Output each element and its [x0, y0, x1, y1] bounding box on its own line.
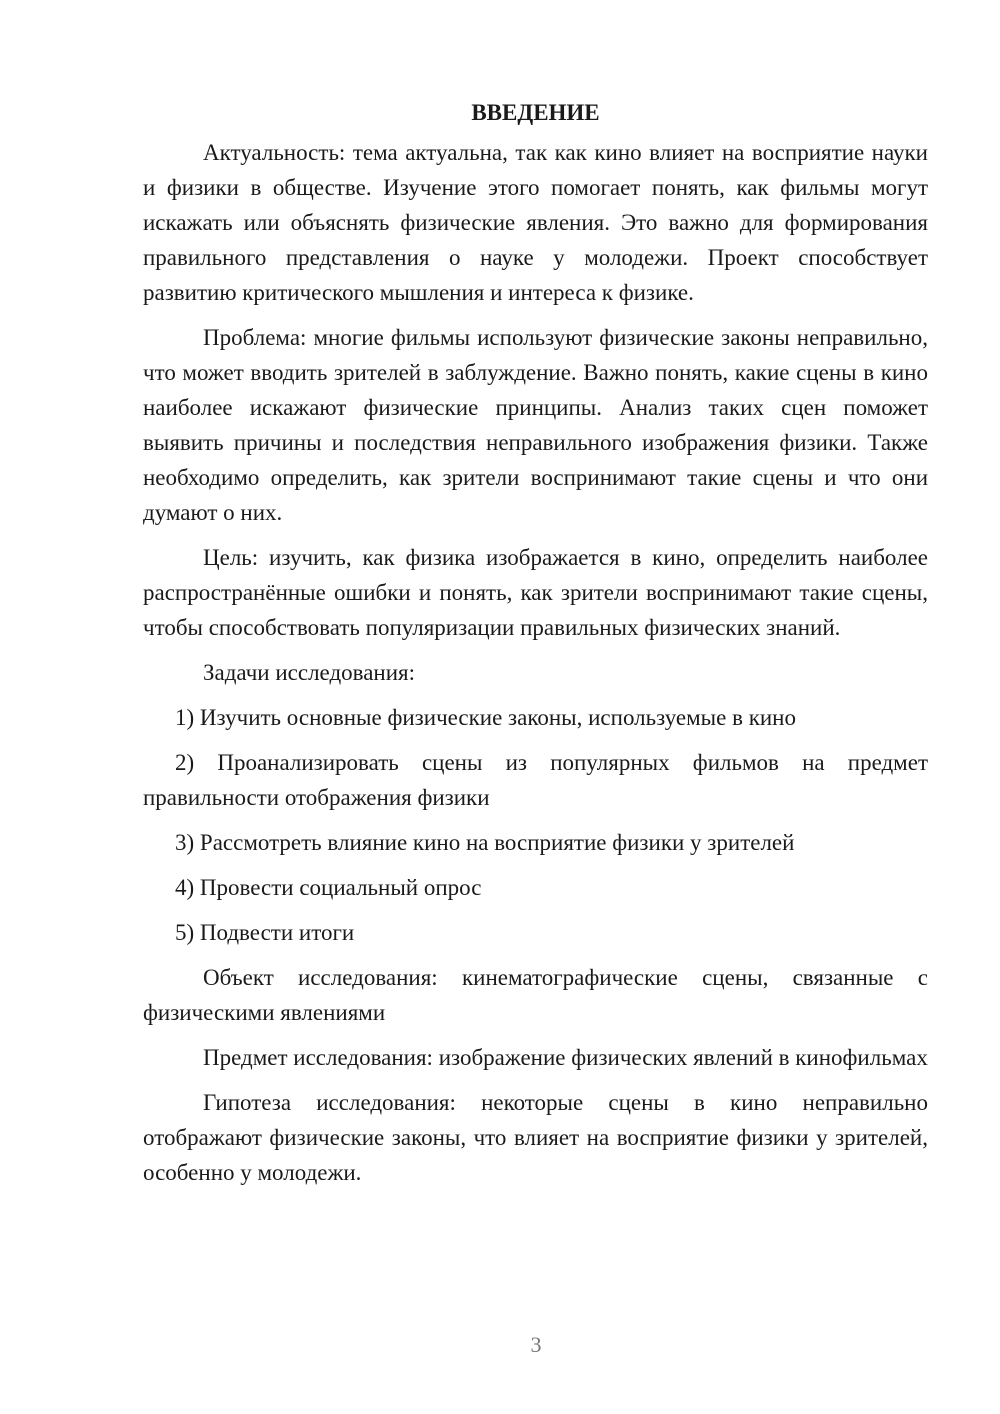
section-title: ВВЕДЕНИЕ — [471, 100, 600, 125]
task-item: 5) Подвести итоги — [175, 920, 355, 945]
task-item: 1) Изучить основные физические законы, используемые в кино — [175, 705, 796, 730]
relevance-paragraph: Актуальность: тема актуальна, так как кино влияет на восприятие науки и физики в обществе. Изучение этого помогает понять, как фильмы могут искажать или объяснять физические явления. Это важно для формирования правильного представления о науке у молодежи. Проект способствует развитию критического мышления и интереса к физике. — [143, 140, 928, 305]
object-paragraph: Объект исследования: кинематографические сцены, связанные с физическими явлениями — [143, 965, 928, 1025]
task-item: 4) Провести социальный опрос — [175, 875, 482, 900]
page-content — [143, 95, 928, 1200]
problem-paragraph: Проблема: многие фильмы используют физические законы неправильно, что может вводить зрителей в заблуждение. Важно понять, какие сцены в кино наиболее искажают физические принципы. Анализ таких сцен поможет выявить причины и последствия неправильного изображения физики. Также необходимо определить, как зрители воспринимают такие сцены и что они думают о них. — [143, 325, 928, 525]
tasks-heading: Задачи исследования: — [203, 660, 416, 685]
task-item: 3) Рассмотреть влияние кино на восприятие физики у зрителей — [175, 830, 795, 855]
task-item: 2) Проанализировать сцены из популярных фильмов на предмет правильности отображения физики — [143, 750, 928, 810]
page-number: 3 — [530, 1332, 542, 1357]
goal-paragraph: Цель: изучить, как физика изображается в кино, определить наиболее распространённые ошибки и понять, как зрители воспринимают такие сцены, чтобы способствовать популяризации правильных физических знаний. — [143, 545, 928, 640]
subject-paragraph: Предмет исследования: изображение физических явлений в кинофильмах — [203, 1045, 928, 1070]
hypothesis-paragraph: Гипотеза исследования: некоторые сцены в кино неправильно отображают физические законы, что влияет на восприятие физики у зрителей, особенно у молодежи. — [143, 1090, 928, 1185]
tasks-list — [143, 700, 928, 950]
